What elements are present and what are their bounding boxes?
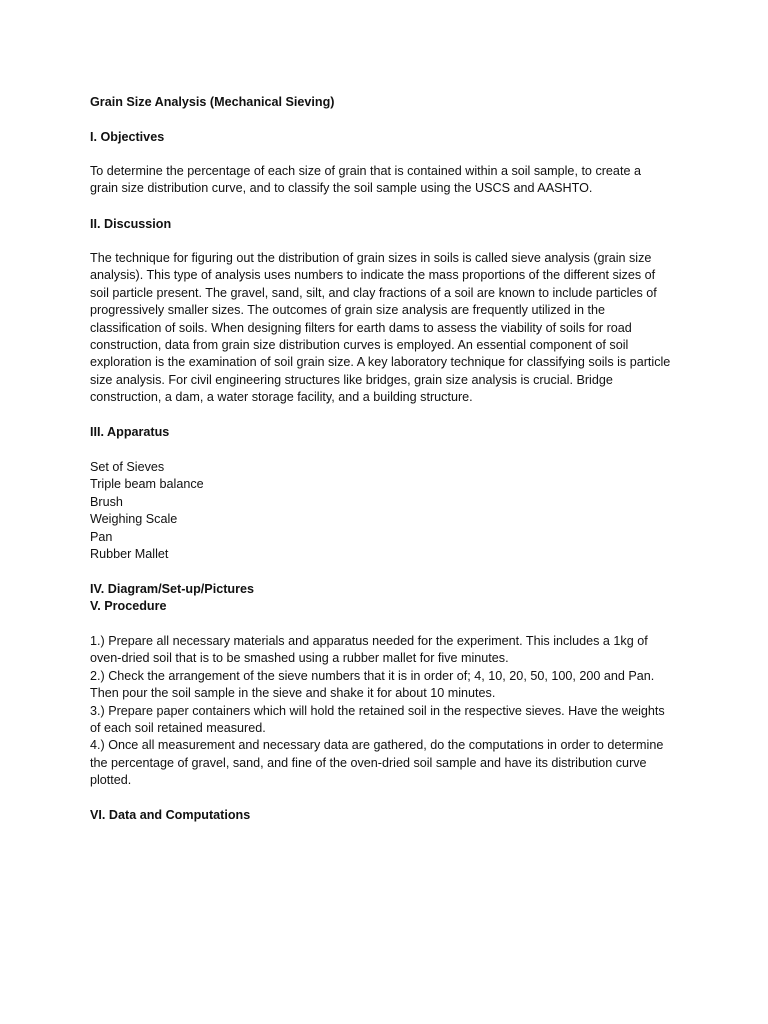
- document-title: Grain Size Analysis (Mechanical Sieving): [90, 95, 335, 109]
- apparatus-item: Set of Sieves: [90, 460, 165, 474]
- apparatus-item: Triple beam balance: [90, 477, 204, 492]
- discussion-line: exploration is the examination of soil grain size. A key laboratory technique for classifying soils is particle: [90, 355, 671, 370]
- discussion-line: The technique for figuring out the distribution of grain sizes in soils is called sieve analysis (grain size: [90, 251, 652, 265]
- discussion-line: progressively smaller sizes. The outcomes of grain size analysis are frequently utilized in the: [90, 303, 605, 318]
- procedure-line: the percentage of gravel, sand, and fine of the oven-dried soil sample and have its distribution curve: [90, 755, 647, 770]
- procedure-line: of each soil retained measured.: [90, 721, 266, 736]
- discussion-heading: II. Discussion: [90, 217, 172, 231]
- procedure-line: plotted.: [90, 773, 132, 788]
- apparatus-list: [90, 459, 690, 563]
- discussion-line: construction, a dam, a water storage facility, and a building structure.: [90, 390, 473, 405]
- procedure-line: 4.) Once all measurement and necessary data are gathered, do the computations in order to determine: [90, 738, 664, 753]
- diagram-heading: IV. Diagram/Set-up/Pictures: [90, 582, 255, 596]
- apparatus-heading: III. Apparatus: [90, 425, 170, 439]
- discussion-line: soil particle present. The gravel, sand, silt, and clay fractions of a soil are known to include particles of: [90, 285, 657, 300]
- apparatus-item: Pan: [90, 529, 113, 544]
- procedure-line: 1.) Prepare all necessary materials and apparatus needed for the experiment. This includes a 1kg of: [90, 634, 648, 648]
- discussion-line: construction, data from grain size distribution curves is employed. An essential component of soil: [90, 338, 629, 353]
- discussion-line: size analysis. For civil engineering structures like bridges, grain size analysis is crucial. Bridge: [90, 372, 613, 387]
- apparatus-item: Weighing Scale: [90, 512, 178, 527]
- objectives-heading: I. Objectives: [90, 130, 165, 144]
- procedure-line: Then pour the soil sample in the sieve and shake it for about 10 minutes.: [90, 686, 496, 701]
- objectives-line: To determine the percentage of each size of grain that is contained within a soil sample, to create a: [90, 164, 641, 178]
- discussion-paragraph: [90, 250, 690, 407]
- objectives-paragraph: [90, 163, 690, 198]
- procedure-heading: V. Procedure: [90, 599, 167, 613]
- apparatus-item: Rubber Mallet: [90, 547, 169, 562]
- procedure-line: oven-dried soil that is to be smashed using a rubber mallet for five minutes.: [90, 651, 509, 666]
- discussion-line: classification of soils. When designing filters for earth dams to assess the viability of soils for road: [90, 320, 632, 335]
- procedure-line: 3.) Prepare paper containers which will hold the retained soil in the respective sieves. Have the weights: [90, 703, 665, 718]
- discussion-line: analysis). This type of analysis uses numbers to indicate the mass proportions of the different sizes of: [90, 268, 656, 283]
- objectives-line: grain size distribution curve, and to classify the soil sample using the USCS and AASHTO.: [90, 181, 593, 196]
- procedure-paragraph: [90, 633, 690, 790]
- data-heading: VI. Data and Computations: [90, 808, 251, 822]
- apparatus-item: Brush: [90, 494, 123, 509]
- procedure-line: 2.) Check the arrangement of the sieve numbers that it is in order of; 4, 10, 20, 50, 100, 200 and Pan.: [90, 668, 655, 683]
